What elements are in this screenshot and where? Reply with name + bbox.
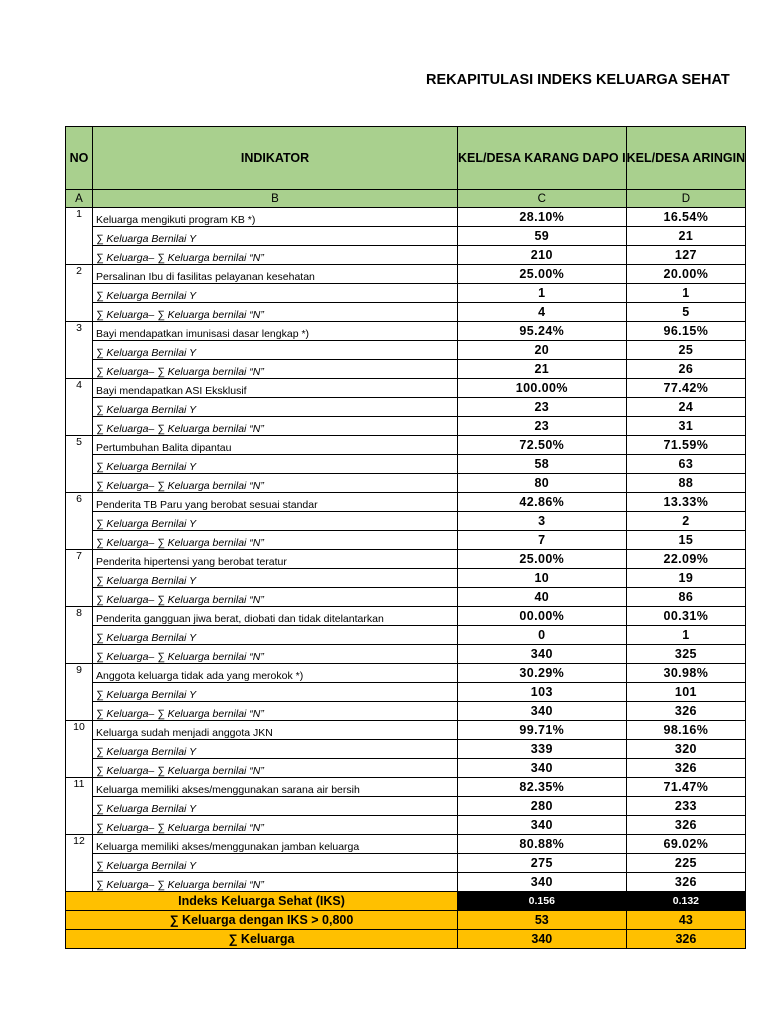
indicator-name: Bayi mendapatkan ASI Eksklusif [93,379,458,398]
indicator-sub-row-y [66,683,746,702]
summary-iks-label: Indeks Keluarga Sehat (IKS) [66,892,458,911]
indicator-n-d: 5 [626,303,746,322]
indicator-row [66,493,746,512]
indicator-sub-label-n: ∑ Keluarga– ∑ Keluarga bernilai “N” [93,531,458,550]
indicator-n-d: 326 [626,759,746,778]
indicator-pct-c: 25.00% [458,550,627,569]
summary-row-count [66,911,746,930]
indicator-sub-row-n [66,246,746,265]
indicator-n-d: 325 [626,645,746,664]
indicator-n-d: 326 [626,702,746,721]
indicator-y-c: 103 [458,683,627,702]
indicator-y-d: 24 [626,398,746,417]
indicator-pct-c: 99.71% [458,721,627,740]
indicator-sub-row-y [66,512,746,531]
indicator-sub-row-y [66,341,746,360]
indicator-number: 3 [66,322,93,379]
indicator-n-c: 340 [458,816,627,835]
indicator-number: 11 [66,778,93,835]
indicator-n-d: 127 [626,246,746,265]
indicator-y-d: 320 [626,740,746,759]
indicator-n-c: 40 [458,588,627,607]
indicator-row [66,265,746,284]
indicator-sub-row-y [66,740,746,759]
indicator-n-c: 340 [458,702,627,721]
indicator-n-d: 326 [626,873,746,892]
summary-count-c: 53 [458,911,627,930]
indicator-y-c: 1 [458,284,627,303]
indicator-sub-label-y: ∑ Keluarga Bernilai Y [93,740,458,759]
indicator-n-c: 210 [458,246,627,265]
indicator-sub-row-n [66,816,746,835]
indicator-sub-row-n [66,417,746,436]
column-letter-b: B [93,190,458,208]
column-letter-a: A [66,190,93,208]
header-indikator: INDIKATOR [93,127,458,190]
indicator-pct-d: 30.98% [626,664,746,683]
indicator-sub-label-y: ∑ Keluarga Bernilai Y [93,854,458,873]
indicator-sub-label-n: ∑ Keluarga– ∑ Keluarga bernilai “N” [93,588,458,607]
indicator-n-d: 326 [626,816,746,835]
indicator-sub-row-y [66,626,746,645]
indicator-pct-c: 25.00% [458,265,627,284]
indicator-pct-d: 98.16% [626,721,746,740]
header-col-d: KEL/DESA ARINGIN [626,127,746,190]
page-title: REKAPITULASI INDEKS KELUARGA SEHAT [426,72,730,88]
indicator-pct-c: 95.24% [458,322,627,341]
indicator-sub-label-n: ∑ Keluarga– ∑ Keluarga bernilai “N” [93,474,458,493]
indicator-name: Penderita hipertensi yang berobat teratur [93,550,458,569]
indicator-row [66,379,746,398]
indicator-y-c: 59 [458,227,627,246]
indicator-sub-row-y [66,455,746,474]
indicator-n-c: 4 [458,303,627,322]
indicator-y-d: 1 [626,626,746,645]
header-col-c: KEL/DESA KARANG DAPO I [458,127,627,190]
indicator-y-c: 58 [458,455,627,474]
indicator-n-d: 86 [626,588,746,607]
indicator-pct-c: 42.86% [458,493,627,512]
indicator-pct-d: 20.00% [626,265,746,284]
indicator-number: 9 [66,664,93,721]
indicator-y-d: 21 [626,227,746,246]
indicator-sub-label-n: ∑ Keluarga– ∑ Keluarga bernilai “N” [93,816,458,835]
indicator-y-c: 0 [458,626,627,645]
indicator-number: 1 [66,208,93,265]
indicator-sub-label-n: ∑ Keluarga– ∑ Keluarga bernilai “N” [93,759,458,778]
indicator-sub-label-n: ∑ Keluarga– ∑ Keluarga bernilai “N” [93,873,458,892]
indicator-sub-row-n [66,759,746,778]
indicator-sub-row-n [66,702,746,721]
indicator-sub-row-y [66,284,746,303]
indicator-y-c: 339 [458,740,627,759]
column-letter-d: D [626,190,746,208]
summary-row-total [66,930,746,949]
indicator-sub-label-y: ∑ Keluarga Bernilai Y [93,626,458,645]
indicator-name: Penderita TB Paru yang berobat sesuai standar [93,493,458,512]
indicator-sub-row-n [66,360,746,379]
indicator-pct-d: 69.02% [626,835,746,854]
summary-count-label: ∑ Keluarga dengan IKS > 0,800 [66,911,458,930]
header-row [66,127,746,190]
indicator-y-d: 101 [626,683,746,702]
indicator-name: Keluarga sudah menjadi anggota JKN [93,721,458,740]
indicator-pct-d: 13.33% [626,493,746,512]
indicator-y-d: 25 [626,341,746,360]
indicator-row [66,721,746,740]
indicator-n-c: 340 [458,645,627,664]
indicator-pct-c: 100.00% [458,379,627,398]
indicator-row [66,436,746,455]
indicator-sub-row-y [66,227,746,246]
indicator-sub-row-n [66,531,746,550]
indicator-y-c: 3 [458,512,627,531]
indicator-number: 5 [66,436,93,493]
indicator-name: Persalinan Ibu di fasilitas pelayanan kesehatan [93,265,458,284]
indicator-sub-label-n: ∑ Keluarga– ∑ Keluarga bernilai “N” [93,246,458,265]
indicator-number: 6 [66,493,93,550]
indicator-sub-row-y [66,398,746,417]
indicator-sub-label-y: ∑ Keluarga Bernilai Y [93,284,458,303]
indicator-name: Anggota keluarga tidak ada yang merokok *) [93,664,458,683]
indicator-sub-label-n: ∑ Keluarga– ∑ Keluarga bernilai “N” [93,360,458,379]
indicator-row [66,550,746,569]
indicator-n-c: 7 [458,531,627,550]
indicator-pct-d: 16.54% [626,208,746,227]
indicator-y-c: 275 [458,854,627,873]
indicator-y-c: 20 [458,341,627,360]
indicator-pct-d: 96.15% [626,322,746,341]
indicator-sub-label-y: ∑ Keluarga Bernilai Y [93,569,458,588]
indicator-number: 10 [66,721,93,778]
indicator-pct-d: 71.47% [626,778,746,797]
indicator-y-d: 19 [626,569,746,588]
column-letter-c: C [458,190,627,208]
indicator-number: 8 [66,607,93,664]
indicator-pct-c: 82.35% [458,778,627,797]
indicator-sub-label-y: ∑ Keluarga Bernilai Y [93,455,458,474]
summary-total-label: ∑ Keluarga [66,930,458,949]
indicator-sub-row-n [66,588,746,607]
indicator-sub-label-y: ∑ Keluarga Bernilai Y [93,341,458,360]
summary-count-d: 43 [626,911,746,930]
indicator-name: Penderita gangguan jiwa berat, diobati dan tidak ditelantarkan [93,607,458,626]
indicator-n-c: 23 [458,417,627,436]
indicator-n-d: 88 [626,474,746,493]
indicator-y-c: 23 [458,398,627,417]
indicator-name: Bayi mendapatkan imunisasi dasar lengkap *) [93,322,458,341]
indicator-name: Pertumbuhan Balita dipantau [93,436,458,455]
summary-row-iks [66,892,746,911]
indicator-number: 7 [66,550,93,607]
indicator-y-d: 233 [626,797,746,816]
indicator-row [66,778,746,797]
indicator-sub-row-y [66,797,746,816]
indicator-pct-c: 72.50% [458,436,627,455]
indicator-n-d: 31 [626,417,746,436]
indicator-sub-label-n: ∑ Keluarga– ∑ Keluarga bernilai “N” [93,702,458,721]
indicator-pct-c: 00.00% [458,607,627,626]
indicator-sub-label-n: ∑ Keluarga– ∑ Keluarga bernilai “N” [93,303,458,322]
indicator-n-c: 21 [458,360,627,379]
indicator-sub-label-y: ∑ Keluarga Bernilai Y [93,797,458,816]
indicator-sub-label-y: ∑ Keluarga Bernilai Y [93,398,458,417]
indicator-sub-label-y: ∑ Keluarga Bernilai Y [93,512,458,531]
indicator-name: Keluarga memiliki akses/menggunakan sarana air bersih [93,778,458,797]
indicator-n-d: 26 [626,360,746,379]
indicator-row [66,835,746,854]
indicator-row [66,322,746,341]
indicator-sub-label-n: ∑ Keluarga– ∑ Keluarga bernilai “N” [93,417,458,436]
indicator-sub-row-n [66,303,746,322]
indicator-number: 2 [66,265,93,322]
indicator-sub-row-y [66,854,746,873]
indicator-pct-c: 30.29% [458,664,627,683]
indicator-row [66,208,746,227]
indicator-pct-c: 80.88% [458,835,627,854]
header-no: NO [66,127,93,190]
column-letter-row [66,190,746,208]
indicator-name: Keluarga memiliki akses/menggunakan jamban keluarga [93,835,458,854]
indicator-sub-label-n: ∑ Keluarga– ∑ Keluarga bernilai “N” [93,645,458,664]
indicator-n-c: 340 [458,759,627,778]
indicator-row [66,607,746,626]
summary-total-d: 326 [626,930,746,949]
summary-iks-d: 0.132 [626,892,746,911]
indicator-y-d: 63 [626,455,746,474]
indicator-y-c: 10 [458,569,627,588]
indicator-pct-d: 71.59% [626,436,746,455]
indicator-sub-row-n [66,645,746,664]
summary-total-c: 340 [458,930,627,949]
indicator-sub-row-n [66,474,746,493]
indicator-y-d: 225 [626,854,746,873]
indicator-sub-row-n [66,873,746,892]
indicator-n-c: 340 [458,873,627,892]
indicator-pct-c: 28.10% [458,208,627,227]
indicator-row [66,664,746,683]
indicator-y-c: 280 [458,797,627,816]
indicator-pct-d: 77.42% [626,379,746,398]
indicator-n-c: 80 [458,474,627,493]
indicator-number: 12 [66,835,93,892]
indicator-n-d: 15 [626,531,746,550]
indicator-y-d: 1 [626,284,746,303]
indicator-y-d: 2 [626,512,746,531]
indicator-number: 4 [66,379,93,436]
indicator-pct-d: 22.09% [626,550,746,569]
indicator-pct-d: 00.31% [626,607,746,626]
indicator-name: Keluarga mengikuti program KB *) [93,208,458,227]
indicator-sub-label-y: ∑ Keluarga Bernilai Y [93,683,458,702]
indicator-sub-row-y [66,569,746,588]
indicator-sub-label-y: ∑ Keluarga Bernilai Y [93,227,458,246]
iks-table [65,126,746,949]
summary-iks-c: 0.156 [458,892,627,911]
